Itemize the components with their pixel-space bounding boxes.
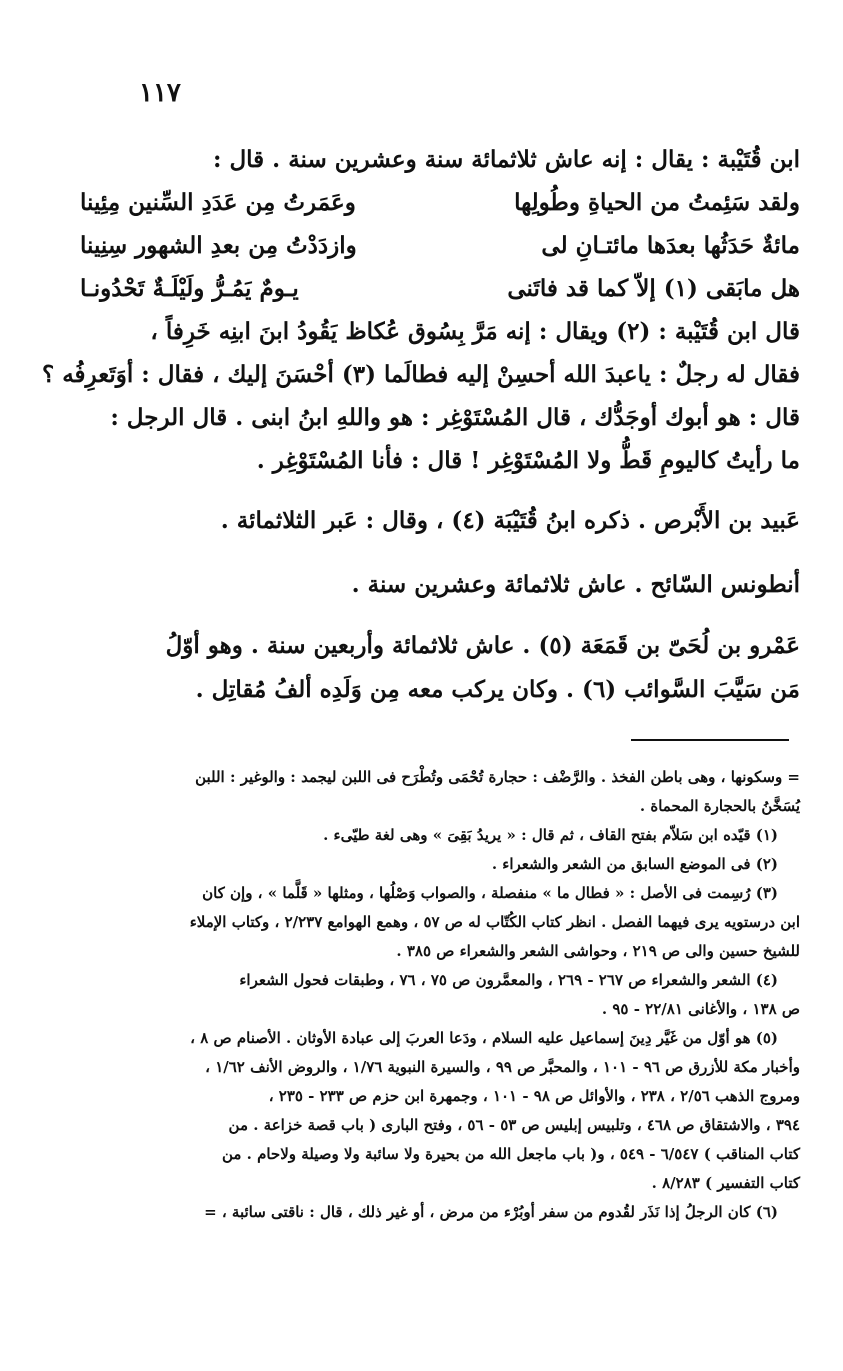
entry-ubayd bbox=[80, 496, 800, 546]
footnote-line: (٦) كان الرجلُ إذا نَذَر لقُدوم من سفر أوبُرْء من مرض ، أو غير ذلك ، قال : ناقتى سائبة ، = bbox=[204, 1203, 778, 1221]
footnote-line: ابن درستويه يرى فيهما الفصل . انظر كتاب الكُتّاب له ص ٥٧ ، وهمع الهوامع ٢/٢٣٧ ، وكتاب الإملاء bbox=[189, 913, 800, 931]
entry-antonius bbox=[80, 560, 800, 610]
verse-hemistich-first: مائةٌ حَدَثُها بعدَها مائتـانِ لى bbox=[541, 232, 800, 259]
footnote-line: (٣) رُسِمت فى الأصل : « فطال ما » منفصلة ، والصواب وَصْلُها ، ومثلها « قَلَّما » ، وإن كان bbox=[202, 884, 778, 902]
footnote-line: ٣٩٤ ، والاشتقاق ص ٤٦٨ ، وتلبيس إبليس ص ٥٣ - ٥٦ ، وفتح البارى ( باب قصة خزاعة . من bbox=[228, 1116, 800, 1134]
main-text bbox=[42, 138, 800, 712]
verse-line bbox=[80, 224, 800, 267]
story-line: قال ابن قُتَيْبة : (٢) ويقال : إنه مَرَّ بِسُوق عُكاظ يَقُودُ ابنَ ابنِه خَرِفاً ، bbox=[150, 318, 800, 345]
verse-hemistich-second: يـومٌ يَمُـرُّ ولَيْلَـةٌ تَحْدُونـا bbox=[80, 275, 299, 302]
entry-line: مَن سَيَّبَ السَّوائب (٦) . وكان يركب معه مِن وَلَدِه ألفُ مُقاتِل . bbox=[195, 676, 800, 703]
story-line: فقال له رجلٌ : ياعبدَ الله أحسِنْ إليه فطالَما (٣) أحْسَنَ إليك ، فقال : أوَتَعرِفُه ؟ bbox=[42, 361, 800, 388]
footnote-line: يُسَخَّنُ بالحجارة المحماة . bbox=[639, 797, 800, 815]
footnote-line: ومروج الذهب ٢/٥٦ ، ٢٣٨ ، والأوائل ص ٩٨ - ١٠١ ، وجمهرة ابن حزم ص ٢٣٣ - ٢٣٥ ، bbox=[268, 1087, 800, 1105]
verse-hemistich-second: وعَمَرتُ مِن عَدَدِ السِّنين مِئِينا bbox=[80, 189, 356, 216]
story-line: قال : هو أبوك أوجَدُّك ، قال المُسْتَوْغِر : هو واللهِ ابنُ ابنى . قال الرجل : bbox=[110, 404, 800, 431]
verse-line bbox=[80, 181, 800, 224]
footnote-line: (٥) هو أوّل من غَيَّر دِينَ إسماعيل عليه السلام ، ودَعا العربَ إلى عبادة الأوثان . الأصنام ص ٨ ، bbox=[190, 1029, 778, 1047]
entry-line: أنطونس السّائح . عاش ثلاثمائة وعشرين سنة . bbox=[351, 571, 800, 598]
entry-line: عَمْرو بن لُحَىّ بن قَمَعَة (٥) . عاش ثلاثمائة وأربعين سنة . وهو أوّلُ bbox=[165, 632, 800, 659]
footnote-line: كتاب المناقب ) ٦/٥٤٧ - ٥٤٩ ، و( باب ماجعل الله من بحيرة ولا سائبة ولا وصيلة ولاحام . من bbox=[221, 1145, 800, 1163]
entry-line: عَبيد بن الأَبْرص . ذكره ابنُ قُتَيْبَة (٤) ، وقال : عَبر الثلاثمائة . bbox=[220, 507, 800, 534]
footnote-separator bbox=[631, 739, 789, 741]
verse-line bbox=[80, 267, 800, 310]
footnote-line: وأخبار مكة للأزرق ص ٩٦ - ١٠١ ، والمحبَّر ص ٩٩ ، والسيرة النبوية ١/٧٦ ، والروض الأنف ١/٦٢ ، bbox=[205, 1058, 800, 1076]
story-line: ما رأيتُ كاليومِ قَطُّ ولا المُسْتَوْغِر ! قال : فأنا المُسْتَوْغِر . bbox=[256, 447, 800, 474]
footnote-line: (٢) فى الموضع السابق من الشعر والشعراء . bbox=[491, 855, 778, 873]
footnote-line: = وسكونها ، وهى باطن الفخذ . والرَّضْف : حجارة تُحْمَى وتُطْرَح فى اللبن ليجمد : والوغير : اللبن bbox=[195, 768, 800, 786]
page-number: ١١٧ bbox=[139, 78, 181, 108]
footnote-line: (٤) الشعر والشعراء ص ٢٦٧ - ٢٦٩ ، والمعمَّرون ص ٧٥ ، ٧٦ ، وطبقات فحول الشعراء bbox=[239, 971, 778, 989]
verse-hemistich-first: ولقد سَئِمتُ من الحياةِ وطُولِها bbox=[514, 189, 800, 216]
footnote-line: (١) قيّده ابن سَلاّم بفتح القاف ، ثم قال : « يريدُ بَقِىَ » وهى لغة طيّىء . bbox=[323, 826, 778, 844]
footnotes bbox=[80, 763, 800, 1227]
verse-hemistich-second: وازدَدْتُ مِن بعدِ الشهور سِنِينا bbox=[80, 232, 357, 259]
footnote-line: كتاب التفسير ) ٨/٢٨٣ . bbox=[651, 1174, 800, 1192]
intro-line: ابن قُتَيْبة : يقال : إنه عاش ثلاثمائة سنة وعشرين سنة . قال : bbox=[212, 146, 800, 173]
verse-hemistich-first: هل مابَقى (١) إلاّ كما قد فاتَنى bbox=[507, 275, 800, 302]
entry-amr bbox=[80, 624, 800, 712]
footnote-line: ص ١٣٨ ، والأغانى ٢٢/٨١ - ٩٥ . bbox=[601, 1000, 800, 1018]
footnote-line: للشيخ حسين والى ص ٢١٩ ، وحواشى الشعر والشعراء ص ٣٨٥ . bbox=[396, 942, 800, 960]
